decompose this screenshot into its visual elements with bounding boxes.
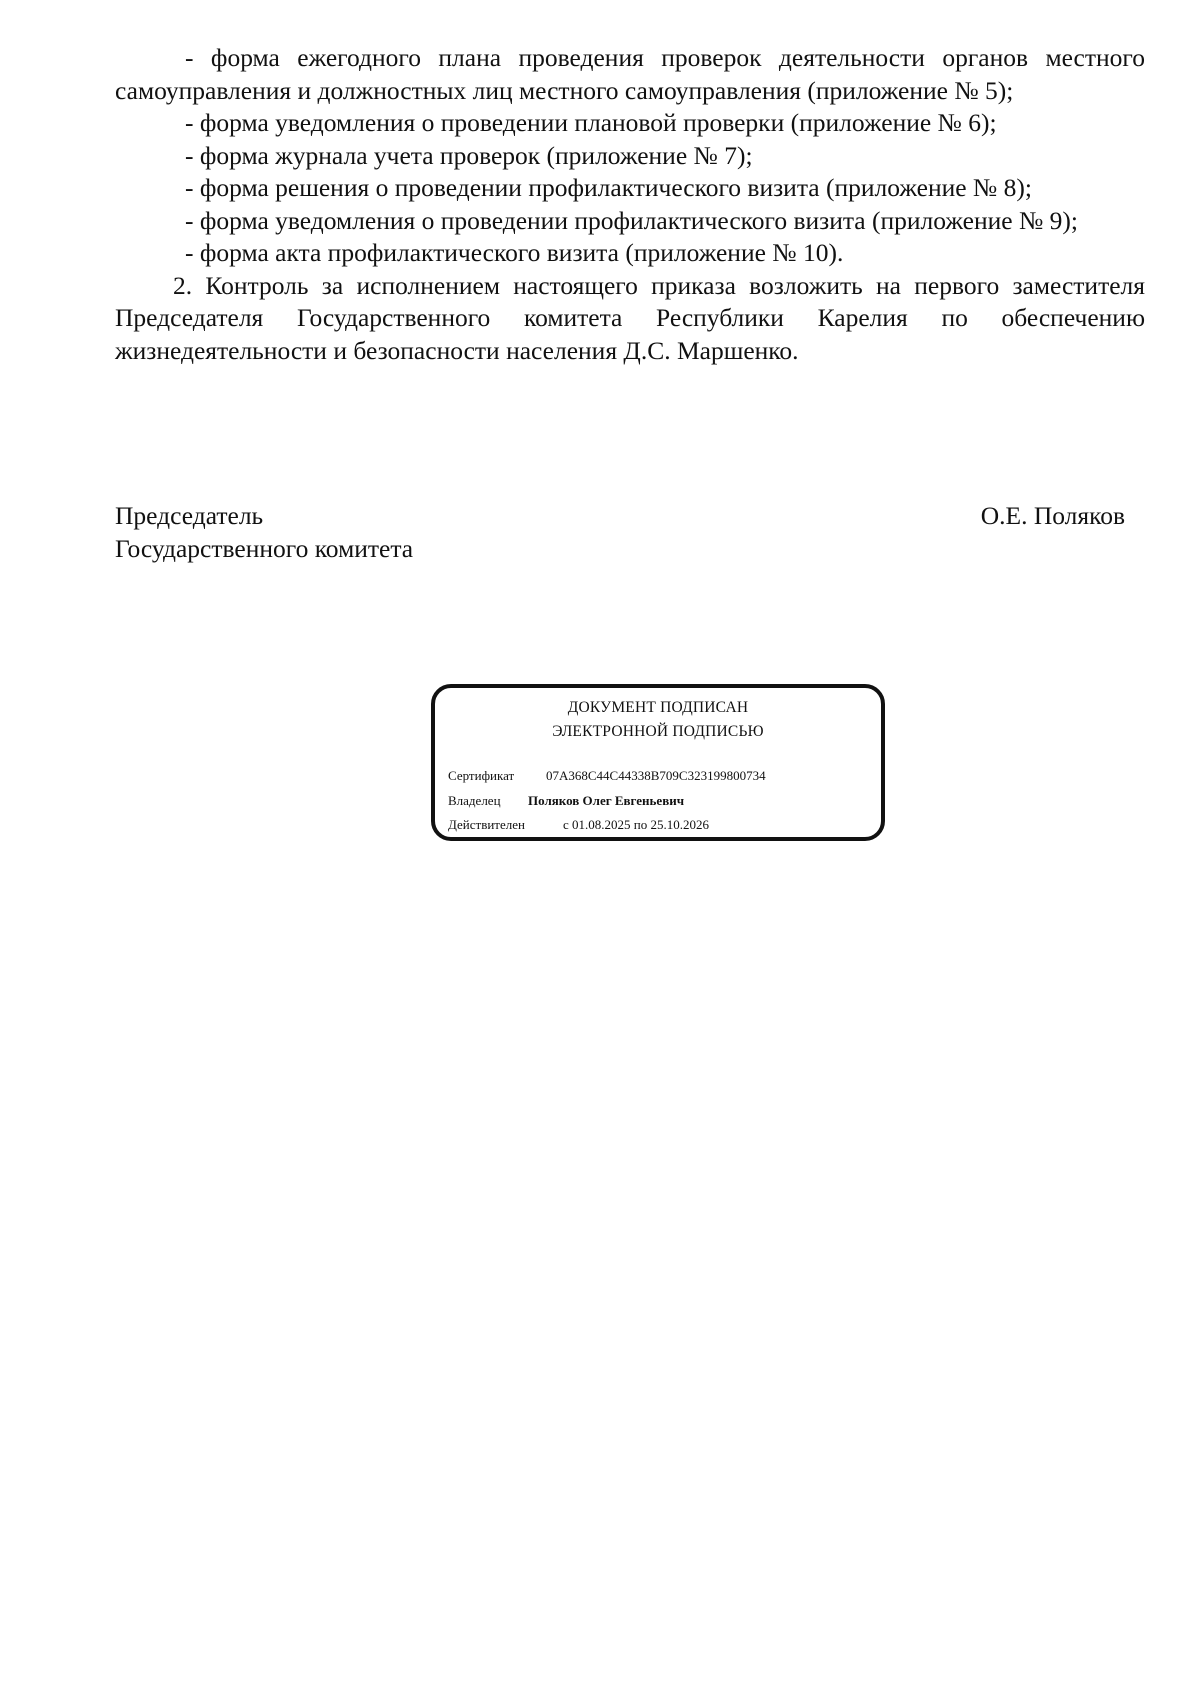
stamp-details <box>448 764 871 838</box>
stamp-header-line2: ЭЛЕКТРОННОЙ ПОДПИСЬЮ <box>552 723 764 740</box>
stamp-owner-row <box>448 789 871 814</box>
list-item-form-planned-inspection-notice: - форма уведомления о проведении плановой проверки (приложение № 6); <box>185 108 997 137</box>
stamp-header-line1: ДОКУМЕНТ ПОДПИСАН <box>567 699 749 716</box>
stamp-validity-row <box>448 813 871 838</box>
stamp-owner-label: Владелец <box>448 792 501 808</box>
list-item-form-preventive-visit-act: - форма акта профилактического визита (приложение № 10). <box>185 238 844 267</box>
stamp-certificate-label: Сертификат <box>448 768 515 783</box>
stamp-header <box>435 696 881 744</box>
stamp-certificate-row <box>448 764 871 789</box>
list-item-form-preventive-visit-decision: - форма решения о проведении профилактического визита (приложение № 8); <box>185 173 1032 202</box>
stamp-certificate-value: 07A368C44C44338B709C323199800734 <box>546 768 766 783</box>
stamp-validity-value: с 01.08.2025 по 25.10.2026 <box>563 817 709 832</box>
document-body <box>115 42 1145 367</box>
signatory-position <box>115 500 635 565</box>
list-item-form-inspection-journal: - форма журнала учета проверок (приложение № 7); <box>185 140 753 170</box>
paragraph-control-assignment: 2. Контроль за исполнением настоящего приказа возложить на первого заместителя Председателя Государственного комитета Республики Карелия по обеспечению жизнедеятельности и безопасности населения Д.С. Маршенко. <box>115 270 1145 365</box>
electronic-signature-stamp <box>431 684 885 841</box>
signatory-position-line2: Государственного комитета <box>115 533 414 563</box>
list-item-form-annual-plan: - форма ежегодного плана проведения проверок деятельности органов местного самоуправления и должностных лиц местного самоуправления (приложение № 5); <box>115 43 1145 105</box>
signatory-name: О.Е. Поляков <box>980 501 1125 530</box>
signatory-position-line1: Председатель <box>115 501 264 530</box>
list-item-form-preventive-visit-notice: - форма уведомления о проведении профилактического визита (приложение № 9); <box>185 205 1078 235</box>
stamp-owner-value: Поляков Олег Евгеньевич <box>528 792 685 808</box>
stamp-validity-label: Действителен <box>448 817 525 832</box>
